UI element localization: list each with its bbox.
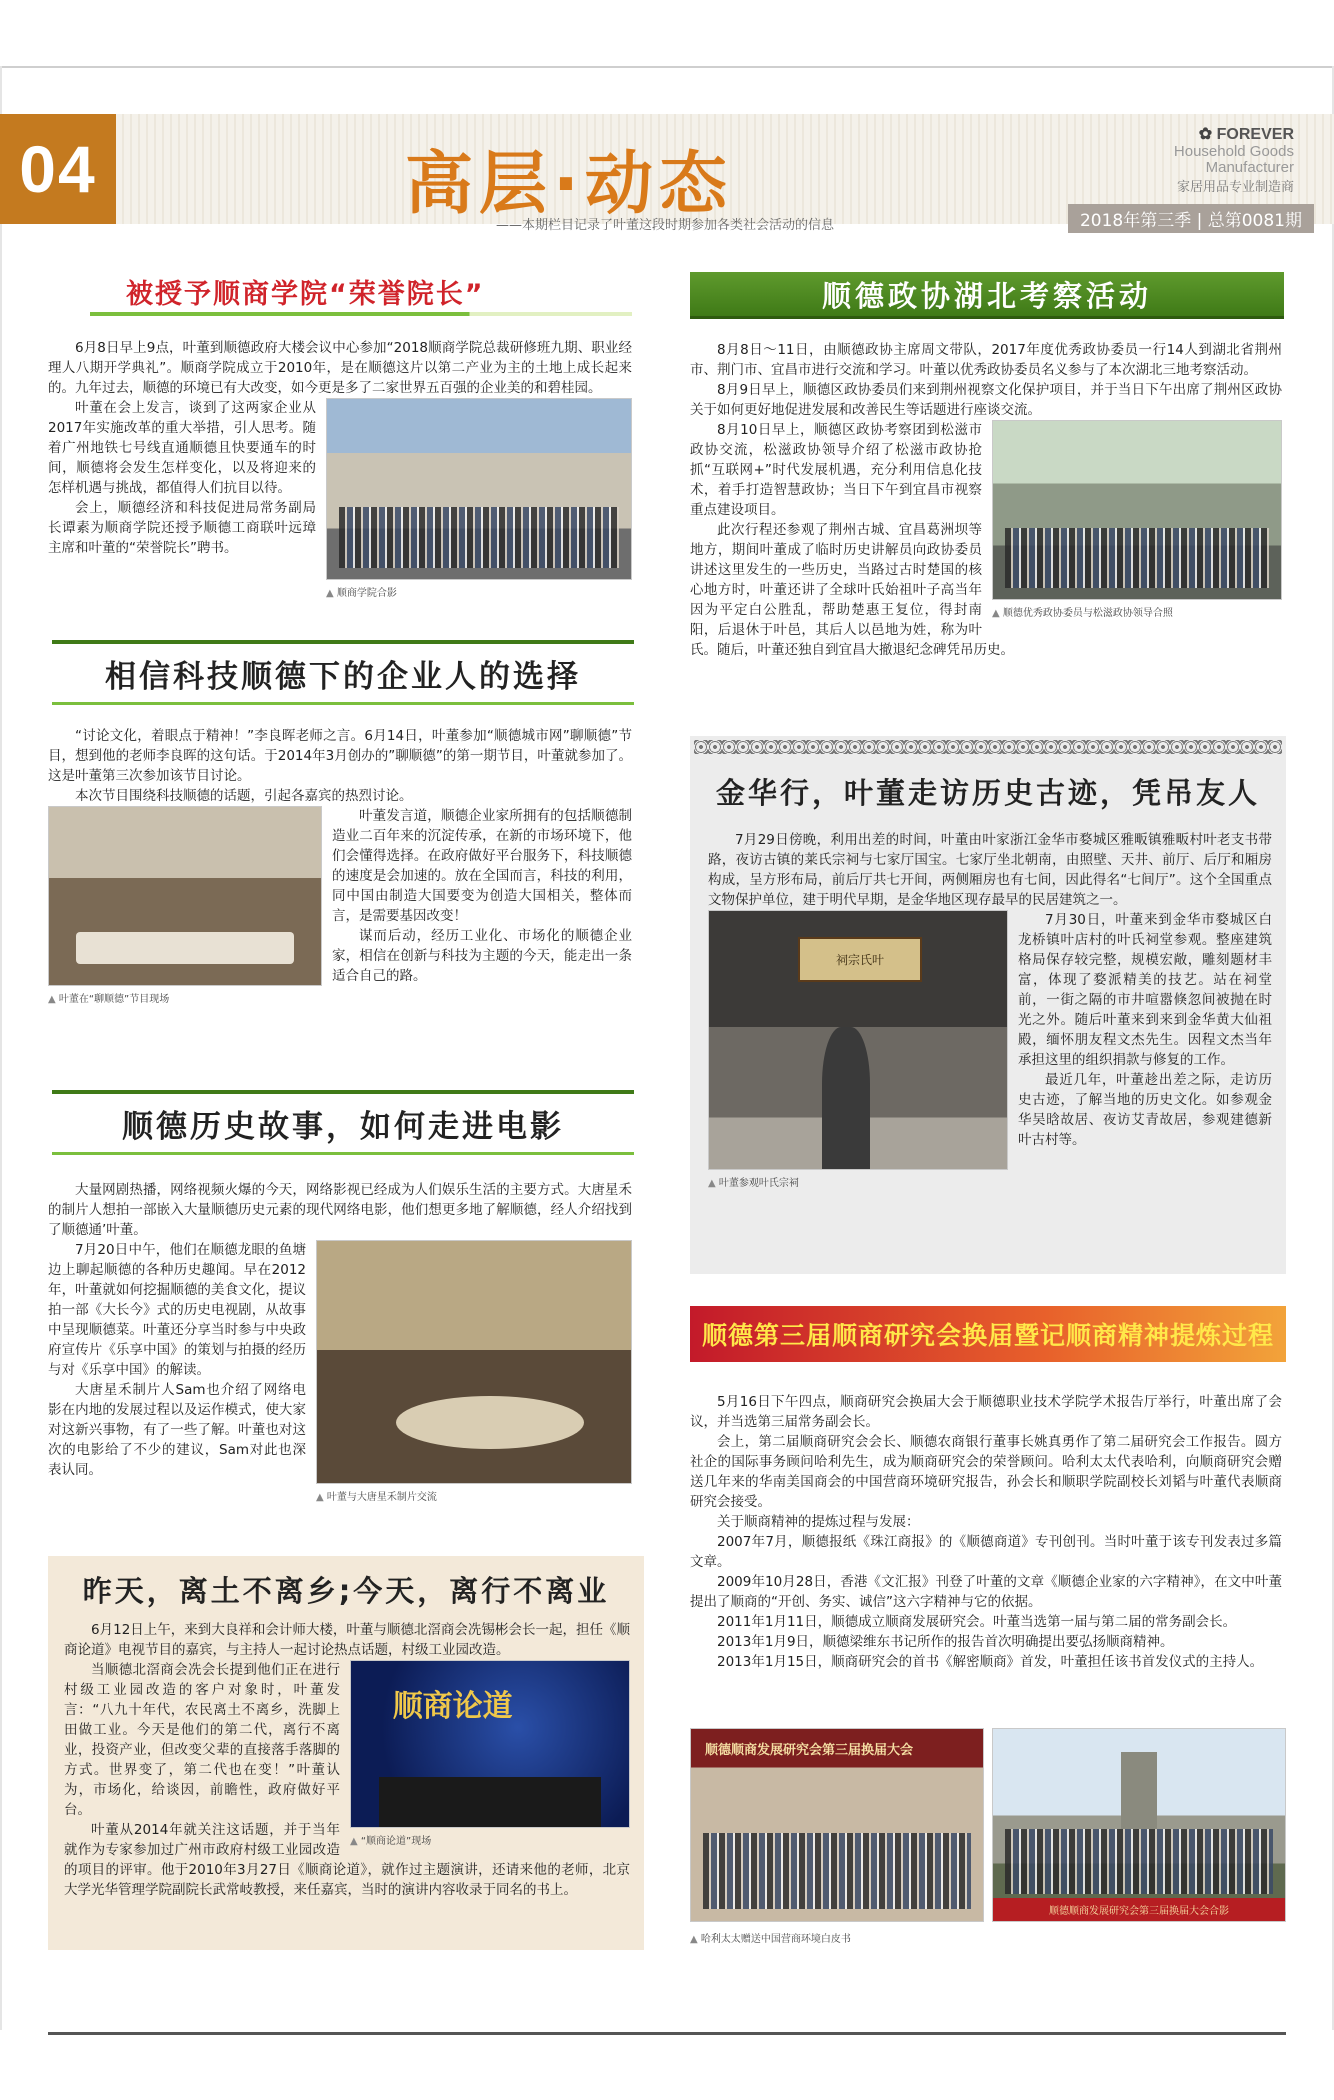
article-2-para: 8月10日早上，顺德区政协考察团到松滋市政协交流，松滋政协领导介绍了松滋市政协抢抓“互联网+”时代发展机遇，充分利用信息化技术，着手打造智慧政协；当日下午到宜昌市视察重点建设项目。 xyxy=(690,422,982,518)
article-6-para: 2009年10月28日，香港《文汇报》刊登了叶董的文章《顺德企业家的六字精神》，在文中叶董提出了顺商的“开创、务实、诚信”这六字精神与它的依据。 xyxy=(690,1574,1282,1610)
article-6 xyxy=(690,1392,1282,1714)
article-6-para: 2007年7月，顺德报纸《珠江商报》的《顺德商道》专刊创刊。当时叶董于该专刊发表过多篇文章。 xyxy=(690,1534,1282,1570)
article-3-rule-bottom xyxy=(52,702,634,705)
article-2-para: 此次行程还参观了荆州古城、宜昌葛洲坝等地方，期间叶董成了临时历史讲解员向政协委员讲述这里发生的一些历史，当路过古时楚国的核心地方时，叶董还讲了全球叶氏始祖叶子高当年因为平定白公胜乱，帮助楚惠王复位，得封南阳，后退休于叶邑，其后人以邑地为姓，称为叶氏。随后，叶董还独自到宜昌大撤退纪念碑凭吊历史。 xyxy=(690,522,1014,658)
article-3-rule-top xyxy=(52,640,634,644)
article-7-para: 6月12日上午，来到大良祥和会计师大楼，叶董与顺德北滘商会冼锡彬会长一起，担任《顺商论道》电视节目的嘉宾，与主持人一起讨论热点话题，村级工业园改造。 xyxy=(64,1622,630,1658)
article-3-para: 叶董发言道，顺德企业家所拥有的包括顺德制造业二百年来的沉淀传承，在新的市场环境下，他们会懂得选择。在政府做好平台服务下，科技顺德的速度是会加速的。放在全国而言，科技的利用，同中国由制造大国要变为创造大国相关，整体而言，是需要基因改变！ xyxy=(332,808,632,924)
issue-label: 2018年第三季 | 总第0081期 xyxy=(1068,204,1314,233)
article-7-para: 当顺德北滘商会冼会长提到他们正在进行村级工业园改造的客户对象时，叶董发言：“八九十年代，农民离土不离乡，洗脚上田做工业。今天是他们的第二代，离行不离业，投资产业，但改变父辈的直接落手落脚的方式。世界变了，第二代也在变！”叶董认为，市场化，给谈因，前瞻性，政府做好平台。 xyxy=(64,1662,340,1818)
article-1-caption: ▲ 顺商学院合影 xyxy=(326,584,632,599)
article-7-para: 叶董从2014年就关注这话题，并于当年就作为专家参加过广州市政府村级工业园改造的项目的评审。他于2010年3月27日《顺商论道》，就作过主题演讲，还请来他的老师，北京大学光华管理学院副院长武常岐教授，来任嘉宾，当时的演讲内容收录于同名的书上。 xyxy=(64,1822,630,1898)
article-3-para: 本次节目围绕科技顺德的话题，引起各嘉宾的热烈讨论。 xyxy=(75,788,413,804)
article-5-photo xyxy=(316,1240,632,1484)
forever-logo-icon: ✿ xyxy=(1198,126,1213,143)
article-4-para: 7月29日傍晚，利用出差的时间，叶董由叶家浙江金华市婺城区雅畈镇雅畈村叶老支书带路，夜访古镇的莱氏宗祠与七家厅国宝。七家厅坐北朝南，由照壁、天井、前厅、后厅和厢房构成，呈方形布局，前后厅共七开间，两侧厢房也有七间，因此得名“七间厅”。这个全国重点文物保护单位，建于明代早期，是金华地区现存最早的民居建筑之一。 xyxy=(708,832,1272,908)
section-subtitle: ——本期栏目记录了叶董这段时期参加各类社会活动的信息 xyxy=(496,218,835,233)
brand-tagline-2: Manufacturer xyxy=(1205,159,1294,176)
top-rule xyxy=(0,66,1334,68)
brand-logo xyxy=(1174,124,1294,195)
article-5 xyxy=(48,1180,632,1526)
page-number: 04 xyxy=(0,114,116,224)
article-5-headline: 顺德历史故事，如何走进电影 xyxy=(122,1108,564,1145)
article-4-caption: ▲ 叶董参观叶氏宗祠 xyxy=(708,1174,1008,1189)
article-6-para: 关于顺商精神的提炼过程与发展： xyxy=(717,1514,920,1530)
article-5-caption: ▲ 叶董与大唐星禾制片交流 xyxy=(316,1488,632,1503)
article-5-para: 大量网剧热播，网络视频火爆的今天，网络影视已经成为人们娱乐生活的主要方式。大唐星禾的制片人想拍一部嵌入大量顺德历史元素的现代网络电影，他们想更多地了解顺德，经人介绍找到了顺德通’叶董。 xyxy=(48,1182,632,1238)
article-5-para: 7月20日中午，他们在顺德龙眼的鱼塘边上聊起顺德的各种历史趣闻。早在2012年，叶董就如何挖掘顺德的美食文化，提议拍一部《大长今》式的历史电视剧，从故事中呈现顺德菜。叶董还分享当时参与中央政府宣传片《乐享中国》的策划与拍摄的经历与对《乐享中国》的解读。 xyxy=(48,1242,306,1378)
article-1 xyxy=(48,338,632,600)
article-3-headline: 相信科技顺德下的企业人的选择 xyxy=(105,658,581,695)
page-header xyxy=(0,108,1334,233)
article-7-figure xyxy=(350,1660,630,1847)
article-6-para: 2013年1月15日，顺商研究会的首书《解密顺商》首发，叶董担任该书首发仪式的主持人。 xyxy=(717,1654,1264,1670)
article-3-figure xyxy=(48,806,322,1005)
section-title: 高层·动态 xyxy=(405,145,733,224)
brand-tagline-cn: 家居用品专业制造商 xyxy=(1176,180,1294,195)
article-1-photo xyxy=(326,398,632,580)
article-2-figure xyxy=(992,420,1282,619)
article-4-photo: 祠宗氏叶 xyxy=(708,910,1008,1170)
article-6-para: 5月16日下午四点，顺商研究会换届大会于顺德职业技术学院学术报告厅举行，叶董出席了会议，并当选第三届常务副会长。 xyxy=(690,1394,1282,1430)
article-2-headline: 顺德政协湖北考察活动 xyxy=(690,272,1284,319)
article-7 xyxy=(64,1620,630,1944)
article-2-caption: ▲ 顺德优秀政协委员与松滋政协领导合照 xyxy=(992,604,1282,619)
article-1-para: 叶董在会上发言，谈到了这两家企业从2017年实施改革的重大举措，引人思考。随着广州地铁七号线直通顺德且快要通车的时间，顺德将会发生怎样变化，以及将迎来的怎样机遇与挑战，都值得人们抗目以待。 xyxy=(48,400,316,496)
article-3-para: “讨论文化，着眼点于精神！”李良晖老师之言。6月14日，叶董参加“顺德城市网”聊顺德”节目，想到他的老师李良晖的这句话。于2014年3月创办的”聊顺德”的第一期节目，叶董就参加了。这是叶董第三次参加该节目讨论。 xyxy=(48,728,632,784)
article-3-caption: ▲ 叶董在“聊顺德”节目现场 xyxy=(48,990,322,1005)
article-2-para: 8月9日早上，顺德区政协委员们来到荆州视察文化保护项目，并于当日下午出席了荆州区政协关于如何更好地促进发展和改善民生等话题进行座谈交流。 xyxy=(690,382,1282,418)
article-6-caption: ▲ 哈利太太赠送中国营商环境白皮书 xyxy=(690,1930,851,1945)
article-4-headline: 金华行，叶董走访历史古迹，凭吊友人 xyxy=(715,775,1260,810)
article-2-para: 8月8日～11日，由顺德政协主席周文带队，2017年度优秀政协委员一行14人到湖北省荆州市、荆门市、宜昌市进行交流和学习。叶董以优秀政协委员名义参与了本次湖北三地考察活动。 xyxy=(690,342,1282,378)
article-6-para: 2011年1月11日，顺德成立顺商发展研究会。叶董当选第一届与第二届的常务副会长。 xyxy=(717,1614,1237,1630)
article-4-wave-border xyxy=(694,740,1282,754)
article-2 xyxy=(690,340,1282,706)
article-3 xyxy=(48,726,632,1050)
article-2-photo xyxy=(992,420,1282,600)
article-5-para: 大唐星禾制片人Sam也介绍了网络电影在内地的发展过程以及运作模式，使大家对这新兴事物，有了一些了解。叶董也对这次的电影给了不少的建议，Sam对此也深表认同。 xyxy=(48,1382,306,1478)
article-6-para: 会上，第二届顺商研究会会长、顺德农商银行董事长姚真勇作了第二届研究会工作报告。圆方社企的国际事务顾问哈利先生，成为顺商研究会的荣誉顾问。哈利太太代表哈利，向顺商研究会赠送几年来的华南美国商会的中国营商环境研究报告，孙会长和顺职学院副校长刘韬与叶董代表顺商研究会接受。 xyxy=(690,1434,1282,1510)
article-1-para: 会上，顺德经济和科技促进局常务副局长谭素为顺商学院还授予顺德工商联叶远璋主席和叶董的“荣誉院长”聘书。 xyxy=(48,500,316,556)
article-6-photo-left: 顺德顺商发展研究会第三届换届大会 xyxy=(690,1728,984,1922)
article-5-figure xyxy=(316,1240,632,1503)
article-3-para: 谋而后动，经历工业化、市场化的顺德企业家，相信在创新与科技为主题的今天，能走出一条适合自己的路。 xyxy=(332,928,632,984)
article-1-figure xyxy=(326,398,632,599)
article-1-headline: 被授予顺商学院“荣誉院长” xyxy=(126,279,485,310)
article-4 xyxy=(708,830,1272,1270)
article-7-caption: ▲ “顺商论道”现场 xyxy=(350,1832,630,1847)
article-4-figure xyxy=(708,910,1008,1189)
article-7-headline: 昨天，离土不离乡;今天，离行不离业 xyxy=(82,1573,610,1608)
article-4-para: 7月30日，叶董来到金华市婺城区白龙桥镇叶店村的叶氏祠堂参观。整座建筑格局保存较完整，规模宏敞，雕刻题材丰富，体现了婺派精美的技艺。站在祠堂前，一街之隔的市井喧嚣倏忽间被抛在时光之外。随后叶董来到来到金华黄大仙祖殿，缅怀朋友程文杰先生。因程文杰当年承担这里的组织捐款与修复的工作。 xyxy=(1018,912,1272,1068)
article-4-para: 最近几年，叶董趁出差之际，走访历史古迹，了解当地的历史文化。如参观金华吴晗故居、夜访艾青故居，参观建德新叶古村等。 xyxy=(1018,1072,1272,1148)
article-3-photo xyxy=(48,806,322,986)
left-rule xyxy=(0,66,2,2030)
article-5-rule-bottom xyxy=(52,1152,634,1155)
footer-rule xyxy=(48,2032,1286,2035)
article-5-rule-top xyxy=(52,1090,634,1094)
article-7-photo: 顺商论道 xyxy=(350,1660,630,1828)
article-1-para: 6月8日早上9点，叶董到顺德政府大楼会议中心参加“2018顺商学院总裁研修班九期、职业经理人八期开学典礼”。顺商学院成立于2010年，是在顺德这片以第二产业为主的土地上成长起来的。九年过去，顺德的环境已有大改变，如今更是多了二家世界五百强的企业美的和碧桂园。 xyxy=(48,340,632,396)
article-6-headline: 顺德第三届顺商研究会换届暨记顺商精神提炼过程 xyxy=(690,1306,1286,1362)
article-6-para: 2013年1月9日，顺德梁维东书记所作的报告首次明确提出要弘扬顺商精神。 xyxy=(717,1634,1174,1650)
article-6-photo-right: 顺德顺商发展研究会第三届换届大会合影 xyxy=(992,1728,1286,1922)
brand-name: ✿ FOREVER xyxy=(1198,126,1294,143)
article-1-headline-underline xyxy=(90,312,632,316)
brand-tagline-1: Household Goods xyxy=(1173,143,1294,160)
